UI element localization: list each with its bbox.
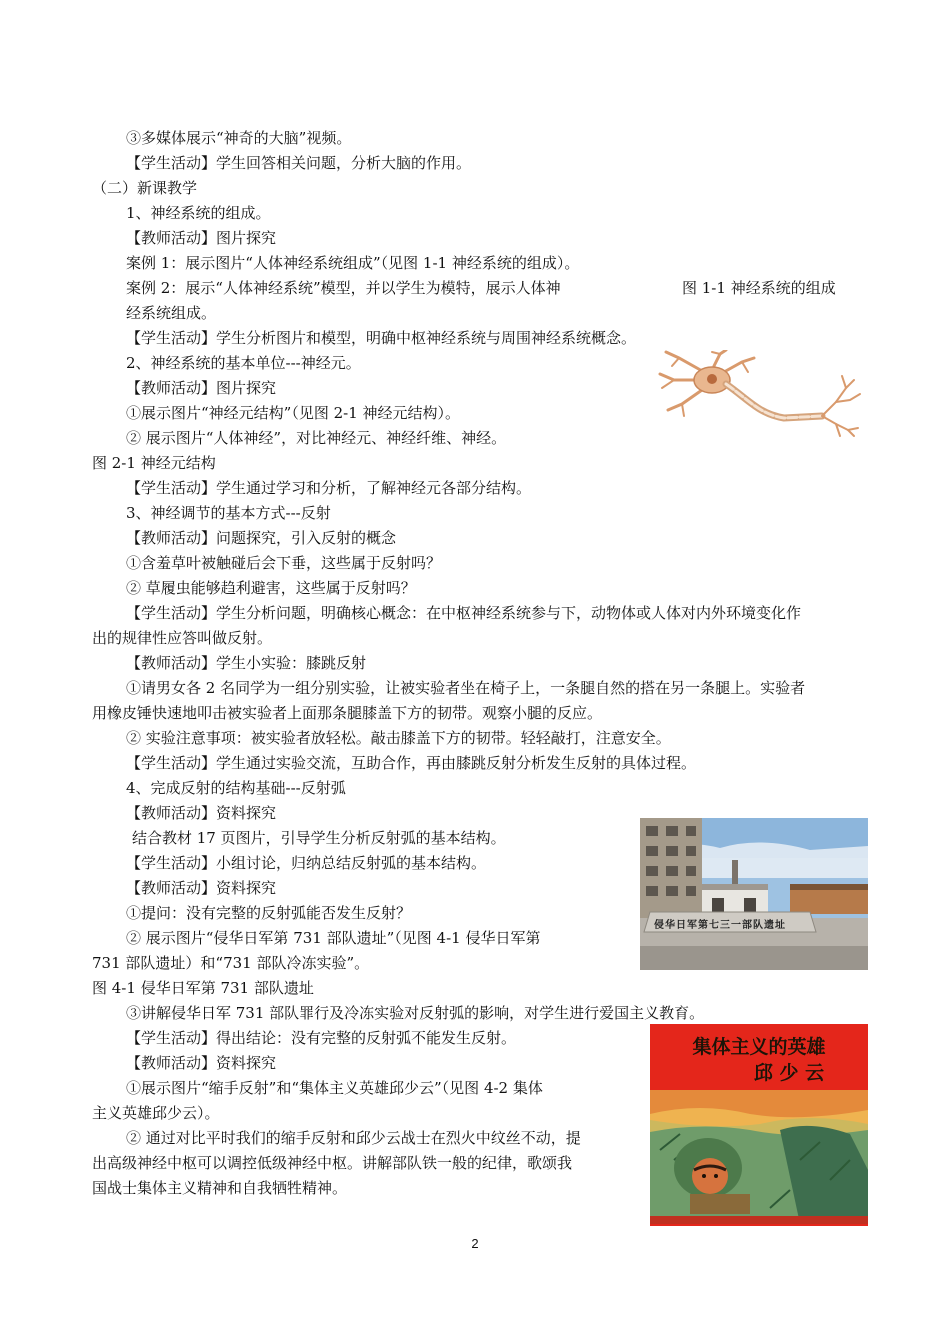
text-line: 【教师活动】资料探究 xyxy=(126,804,277,822)
text-line: 【教师活动】资料探究 xyxy=(126,1054,277,1072)
text-line: 结合教材 17 页图片，引导学生分析反射弧的基本结构。 xyxy=(132,829,506,847)
text-line: 【学生活动】学生分析问题，明确核心概念：在中枢神经系统参与下，动物体或人体对内外环境变化作 xyxy=(126,604,802,622)
text-line: ①请男女各 2 名同学为一组分别实验，让被实验者坐在椅子上，一条腿自然的搭在另一条腿上。实验者 xyxy=(126,679,806,697)
qiu-shaoyun-poster xyxy=(650,1024,868,1226)
figure-caption: 图 1-1 神经系统的组成 xyxy=(682,279,836,297)
text-line: 案例 1：展示图片“人体神经系统组成”（见图 1-1 神经系统的组成）。 xyxy=(126,254,580,272)
text-line: 主义英雄邱少云）。 xyxy=(92,1104,220,1122)
text-line: ② 展示图片“侵华日军第 731 部队遗址”（见图 4-1 侵华日军第 xyxy=(126,929,541,947)
text-line: ② 通过对比平时我们的缩手反射和邱少云战士在烈火中纹丝不动，提 xyxy=(126,1129,581,1147)
text-line: 【学生活动】得出结论：没有完整的反射弧不能发生反射。 xyxy=(126,1029,517,1047)
text-line: ② 草履虫能够趋利避害，这些属于反射吗？ xyxy=(126,579,416,597)
text-line: ② 实验注意事项：被实验者放轻松。敲击膝盖下方的韧带。轻轻敲打，注意安全。 xyxy=(126,729,671,747)
text-line: 【教师活动】学生小实验：膝跳反射 xyxy=(126,654,367,672)
text-line: 【学生活动】小组讨论，归纳总结反射弧的基本结构。 xyxy=(126,854,487,872)
subsection-heading: 4、完成反射的结构基础---反射弧 xyxy=(126,779,346,797)
section-heading: （二）新课教学 xyxy=(92,179,198,197)
page-number: 2 xyxy=(471,1236,479,1251)
text-line: ③讲解侵华日军 731 部队罪行及冷冻实验对反射弧的影响，对学生进行爱国主义教育。 xyxy=(126,1004,705,1022)
subsection-heading: 2、神经系统的基本单位---神经元。 xyxy=(126,354,361,372)
text-line: 【教师活动】资料探究 xyxy=(126,879,277,897)
text-line: 731 部队遗址）和“731 部队冷冻实验”。 xyxy=(92,954,370,972)
text-line: ③多媒体展示“神奇的大脑”视频。 xyxy=(126,129,352,147)
text-line: 【教师活动】图片探究 xyxy=(126,229,277,247)
text-line: ①含羞草叶被触碰后会下垂，这些属于反射吗？ xyxy=(126,554,442,572)
text-line: ①展示图片“神经元结构”（见图 2-1 神经元结构）。 xyxy=(126,404,461,422)
text-line: ①提问：没有完整的反射弧能否发生反射？ xyxy=(126,904,412,922)
text-line: 【学生活动】学生通过学习和分析，了解神经元各部分结构。 xyxy=(126,479,532,497)
poster-title: 集体主义的英雄 xyxy=(692,1036,826,1058)
figure-caption: 图 2-1 神经元结构 xyxy=(92,454,216,472)
text-line: 【学生活动】学生回答相关问题，分析大脑的作用。 xyxy=(126,154,472,172)
site-sign-text: 侵华日军第七三一部队遗址 xyxy=(654,920,786,931)
subsection-heading: 3、神经调节的基本方式---反射 xyxy=(126,504,331,522)
neuron-image xyxy=(654,350,864,438)
text-line: 【教师活动】问题探究，引入反射的概念 xyxy=(126,529,397,547)
text-line: 【教师活动】图片探究 xyxy=(126,379,277,397)
text-line: 用橡皮锤快速地叩击被实验者上面那条腿膝盖下方的韧带。观察小腿的反应。 xyxy=(92,704,603,722)
text-line: 出高级神经中枢可以调控低级神经中枢。讲解部队铁一般的纪律，歌颂我 xyxy=(92,1154,573,1172)
text-line: ①展示图片“缩手反射”和“集体主义英雄邱少云”（见图 4-2 集体 xyxy=(126,1079,543,1097)
text-line: 出的规律性应答叫做反射。 xyxy=(92,629,273,647)
text-line: 案例 2：展示“人体神经系统”模型，并以学生为模特，展示人体神 xyxy=(126,279,561,297)
text-line: ② 展示图片“人体神经”，对比神经元、神经纤维、神经。 xyxy=(126,429,507,447)
text-line: 【学生活动】学生分析图片和模型，明确中枢神经系统与周围神经系统概念。 xyxy=(126,329,637,347)
text-line: 国战士集体主义精神和自我牺牲精神。 xyxy=(92,1179,348,1197)
text-line: 【学生活动】学生通过实验交流，互助合作，再由膝跳反射分析发生反射的具体过程。 xyxy=(126,754,697,772)
text-line: 经系统组成。 xyxy=(126,304,217,322)
poster-subtitle: 邱 少 云 xyxy=(753,1062,825,1084)
figure-caption: 图 4-1 侵华日军第 731 部队遗址 xyxy=(92,979,314,997)
unit731-site-photo xyxy=(640,818,868,970)
subsection-heading: 1、神经系统的组成。 xyxy=(126,204,271,222)
